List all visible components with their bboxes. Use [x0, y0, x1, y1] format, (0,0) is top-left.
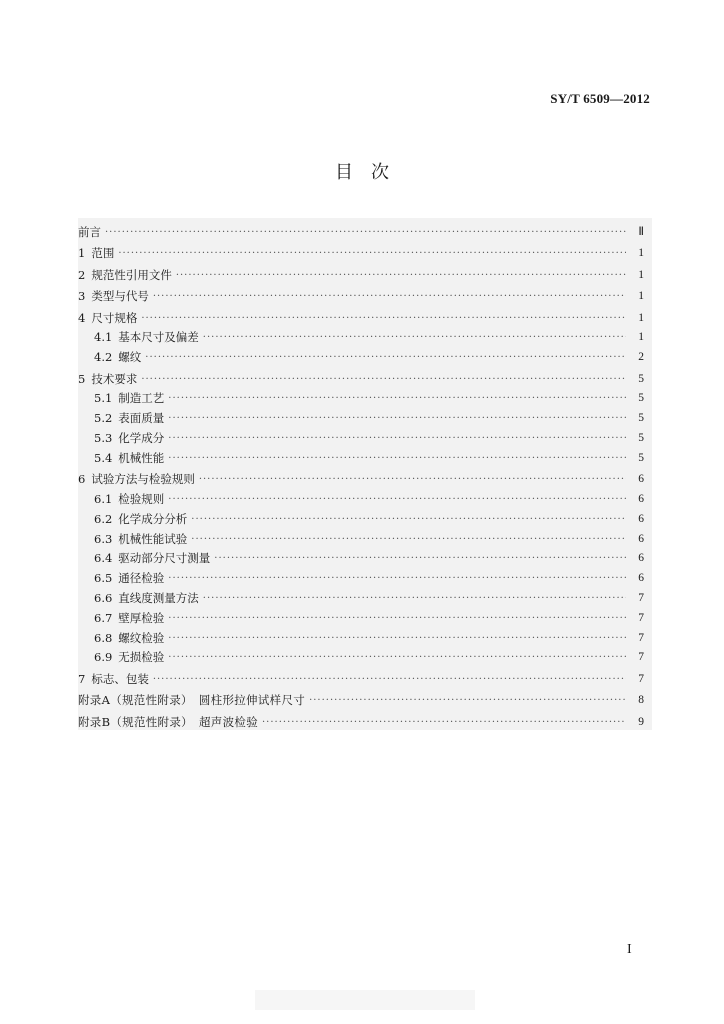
toc-entry-number: 6.8: [94, 630, 113, 645]
dot-leader: [191, 512, 626, 527]
toc-entry-page: 7: [638, 672, 644, 685]
toc-entry-page: 1: [638, 268, 644, 281]
toc-entry-number: 4.1: [94, 330, 113, 345]
toc-entry-number: 4: [78, 310, 86, 325]
dot-leader: [168, 571, 626, 586]
toc-entry-title: 机械性能试验: [118, 531, 188, 546]
toc-entry[interactable]: [78, 240, 652, 262]
dot-leader: [168, 431, 626, 446]
toc-entry-page: 6: [638, 572, 644, 585]
toc-entry[interactable]: [78, 507, 652, 527]
dot-leader: [118, 246, 626, 261]
toc-entry[interactable]: [78, 487, 652, 507]
toc-entry-title: 直线度测量方法: [118, 591, 199, 606]
toc-entry-number: 1: [78, 246, 86, 260]
toc-entry[interactable]: [78, 218, 652, 240]
dot-leader: [141, 372, 626, 387]
toc-entry-number: 5.2: [94, 411, 113, 426]
toc-entry[interactable]: [78, 283, 652, 305]
toc-entry[interactable]: [78, 365, 652, 387]
dot-leader: [203, 591, 626, 606]
toc-entry[interactable]: [78, 446, 652, 466]
toc-entry-title: 化学成分: [118, 430, 165, 445]
toc-entry-number: 6.2: [94, 511, 113, 526]
toc-entry-number: 5.3: [94, 430, 113, 445]
toc-entry-page: 5: [638, 431, 644, 444]
toc-entry-page: 6: [638, 552, 644, 565]
dot-leader: [199, 472, 626, 487]
dot-leader: [168, 451, 626, 466]
toc-entry-page: 6: [638, 473, 644, 486]
toc-entry[interactable]: [78, 626, 652, 646]
toc-entry-number: 6: [78, 472, 86, 487]
toc-entry-title: 机械性能: [118, 450, 165, 465]
toc-entry[interactable]: [78, 606, 652, 626]
toc-entry[interactable]: [78, 547, 652, 567]
dot-leader: [168, 611, 626, 626]
toc-entry-page: 8: [638, 694, 644, 707]
toc-entry-page: 7: [638, 651, 644, 664]
dot-leader: [168, 411, 626, 426]
toc-entry[interactable]: [78, 304, 652, 326]
toc-entry-title: 表面质量: [118, 411, 165, 426]
toc-entry[interactable]: [78, 261, 652, 283]
dot-leader: [141, 311, 626, 326]
dot-leader: [262, 715, 626, 730]
toc-entry-page: 7: [638, 631, 644, 644]
toc-entry-title: 范围: [91, 246, 115, 260]
toc-entry[interactable]: [78, 646, 652, 666]
toc-entry-title: 试验方法与检验规则: [91, 472, 195, 487]
page-title: 目 次: [335, 162, 389, 183]
dot-leader: [105, 225, 626, 240]
dot-leader: [168, 391, 626, 406]
dot-leader: [191, 532, 626, 547]
toc-entry[interactable]: [78, 406, 652, 426]
toc-entry-number: 6.7: [94, 610, 113, 625]
dot-leader: [214, 551, 626, 566]
toc-entry[interactable]: [78, 387, 652, 407]
toc-entry-title: 附录B（规范性附录） 超声波检验: [78, 714, 258, 729]
toc-entry-number: 5: [78, 371, 86, 386]
toc-entry[interactable]: [78, 527, 652, 547]
toc-entry-title: 规范性引用文件: [91, 267, 172, 282]
toc-entry-number: 6.3: [94, 531, 113, 546]
toc-entry-page: 6: [638, 493, 644, 506]
toc-entry-page: 6: [638, 532, 644, 545]
toc-entry[interactable]: [78, 326, 652, 346]
toc-entry[interactable]: [78, 665, 652, 687]
toc-entry-page: 5: [638, 392, 644, 405]
toc-entry-number: 5.4: [94, 450, 113, 465]
toc-entry[interactable]: [78, 708, 652, 730]
dot-leader: [153, 289, 626, 304]
table-of-contents: [78, 218, 652, 730]
toc-entry-number: 3: [78, 289, 86, 303]
toc-entry-page: 9: [638, 715, 644, 728]
toc-entry-number: 2: [78, 267, 86, 282]
toc-entry-title: 螺纹: [118, 350, 142, 365]
dot-leader: [168, 631, 626, 646]
toc-entry-title: 技术要求: [91, 371, 138, 386]
toc-entry-number: 4.2: [94, 350, 113, 365]
toc-entry-number: 6.6: [94, 591, 113, 606]
toc-entry-number: 6.1: [94, 492, 113, 507]
dot-leader: [153, 672, 626, 687]
toc-entry-page: 5: [638, 372, 644, 385]
toc-entry-page: 1: [638, 331, 644, 344]
toc-entry-page: 1: [638, 311, 644, 324]
dot-leader: [176, 268, 626, 283]
standard-code: SY/T 6509—2012: [550, 91, 650, 106]
toc-entry-title: 无损检验: [118, 650, 165, 665]
toc-entry-title: 制造工艺: [118, 391, 165, 406]
toc-entry-page: 1: [638, 290, 644, 302]
toc-entry-number: 6.4: [94, 551, 113, 566]
toc-entry-title: 附录A（规范性附录） 圆柱形拉伸试样尺寸: [78, 693, 306, 708]
toc-entry-title: 驱动部分尺寸测量: [118, 551, 211, 566]
toc-entry[interactable]: [78, 566, 652, 586]
toc-entry-title: 壁厚检验: [118, 610, 165, 625]
dot-leader: [168, 650, 626, 665]
toc-entry[interactable]: [78, 466, 652, 488]
toc-entry-number: 6.5: [94, 571, 113, 586]
toc-entry[interactable]: [78, 426, 652, 446]
toc-entry-title: 检验规则: [118, 492, 165, 507]
toc-entry-number: 7: [78, 671, 86, 686]
toc-entry-title: 基本尺寸及偏差: [118, 330, 199, 345]
toc-entry-title: 标志、包装: [91, 671, 149, 686]
dot-leader: [168, 492, 626, 507]
toc-entry-page: 6: [638, 512, 644, 525]
toc-entry-number: 6.9: [94, 650, 113, 665]
dot-leader: [309, 693, 626, 708]
toc-entry-page: Ⅱ: [638, 225, 644, 238]
toc-entry[interactable]: [78, 586, 652, 606]
toc-entry-number: 5.1: [94, 391, 113, 406]
toc-entry-page: 1: [638, 247, 644, 259]
dot-leader: [203, 330, 626, 345]
toc-entry[interactable]: [78, 345, 652, 365]
toc-entry-title: 类型与代号: [91, 289, 149, 303]
toc-entry-page: 7: [638, 592, 644, 605]
page-number: I: [627, 942, 632, 957]
toc-entry-title: 前言: [78, 224, 101, 239]
dot-leader: [145, 350, 626, 365]
toc-entry-page: 5: [638, 451, 644, 464]
scan-artifact: [255, 990, 475, 1010]
toc-entry[interactable]: [78, 687, 652, 709]
toc-entry-title: 螺纹检验: [118, 630, 165, 645]
toc-entry-title: 通径检验: [118, 571, 165, 586]
toc-entry-page: 7: [638, 611, 644, 624]
toc-entry-page: 2: [638, 351, 644, 364]
toc-entry-title: 尺寸规格: [91, 310, 138, 325]
toc-entry-title: 化学成分分析: [118, 511, 188, 526]
toc-entry-page: 5: [638, 412, 644, 425]
